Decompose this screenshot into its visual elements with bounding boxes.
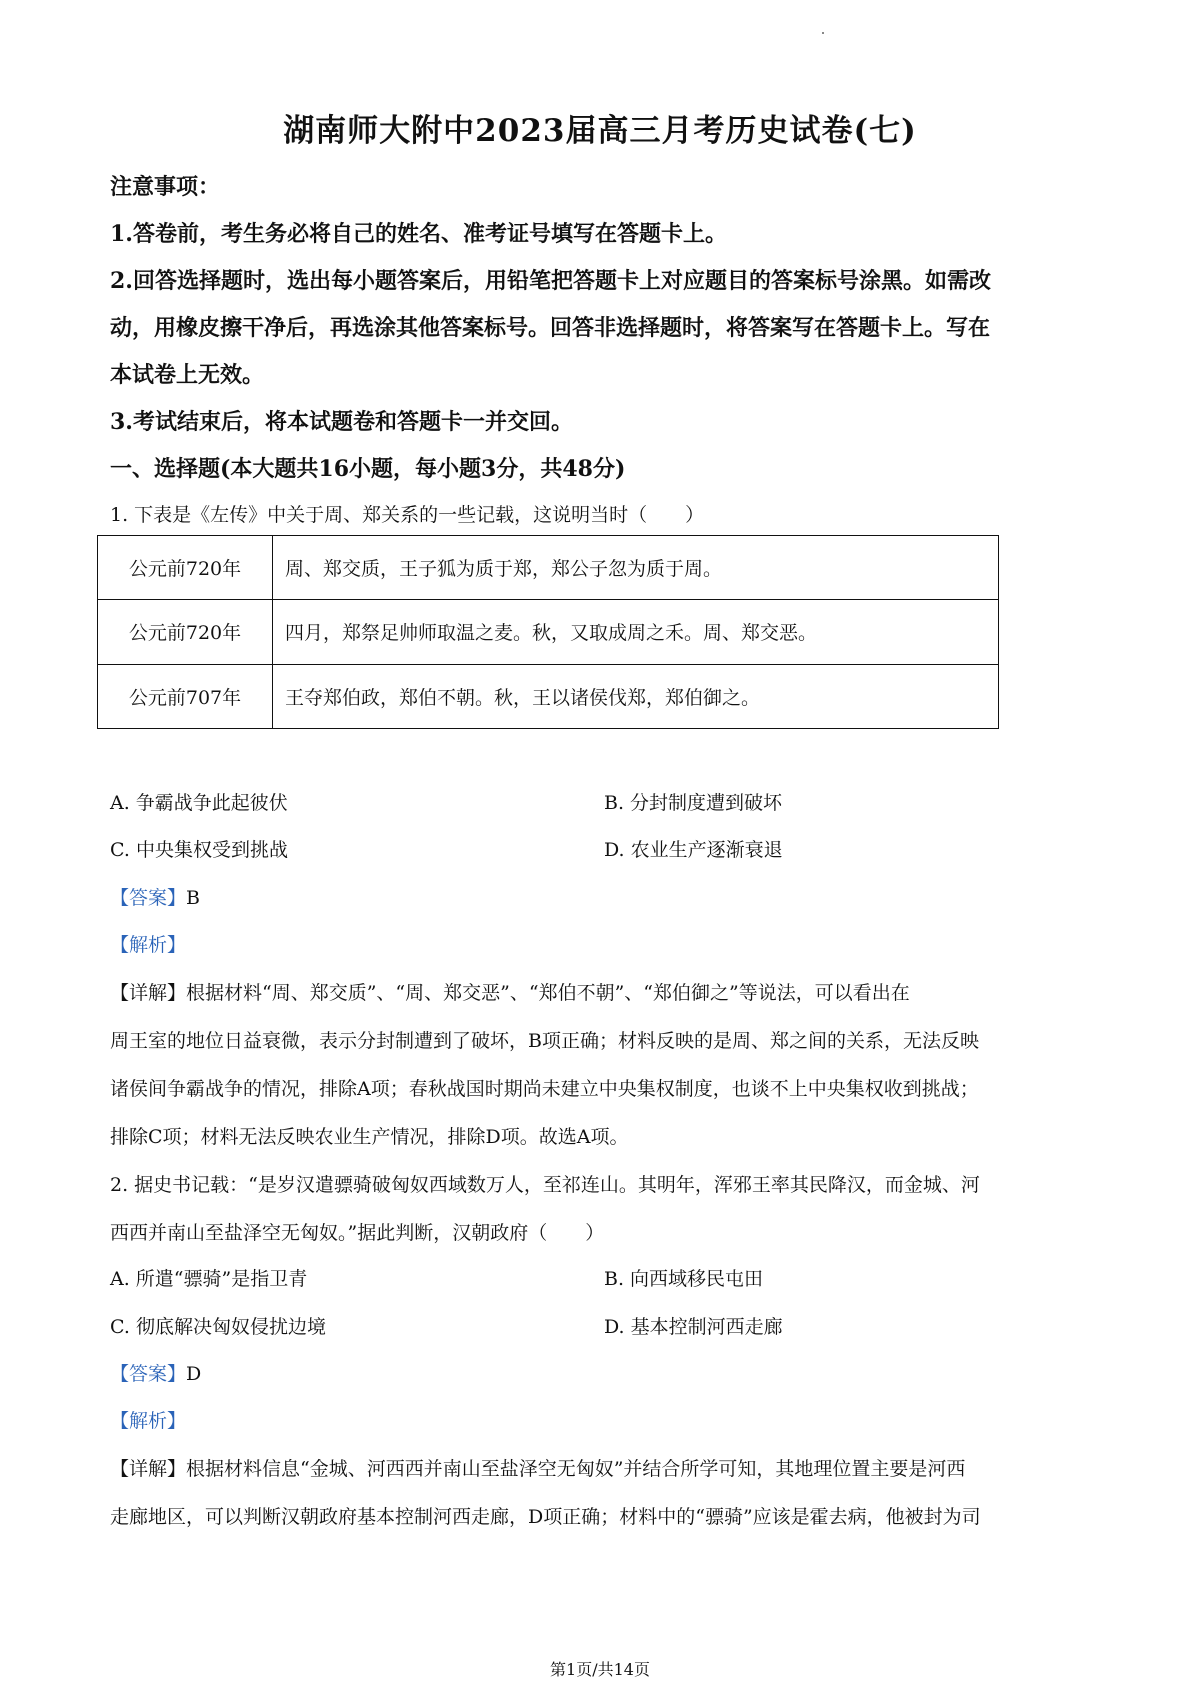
answer-value: D [186, 1363, 202, 1385]
notice-item-1: 1.答卷前，考生务必将自己的姓名、准考证号填写在答题卡上。 [110, 221, 727, 247]
q1-analysis-tag: 【解析】 [110, 934, 187, 956]
table-cell-year: 公元前720年 [98, 600, 273, 664]
records-table [97, 535, 999, 729]
page-title: 湖南师大附中2023届高三月考历史试卷(七) [283, 113, 917, 149]
q1-detail-line4: 排除C项；材料无法反映农业生产情况，排除D项。故选A项。 [110, 1126, 629, 1148]
question-2-stem-line2: 西西并南山至盐泽空无匈奴。”据此判断，汉朝政府（ ） [110, 1222, 605, 1244]
notice-heading: 注意事项： [110, 174, 221, 200]
q1-detail-line1: 【详解】根据材料“周、郑交质”、“周、郑交恶”、“郑伯不朝”、“郑伯御之”等说法，可以看出在 [110, 982, 910, 1004]
q1-detail-line3: 诸侯间争霸战争的情况，排除A项；春秋战国时期尚未建立中央集权制度，也谈不上中央集权收到挑战； [110, 1078, 979, 1100]
q2-option-d: D. 基本控制河西走廊 [604, 1316, 783, 1338]
notice-item-2-line2: 动，用橡皮擦干净后，再选涂其他答案标号。回答非选择题时，将答案写在答题卡上。写在 [110, 315, 991, 341]
table-cell-text: 四月，郑祭足帅师取温之麦。秋，又取成周之禾。周、郑交恶。 [273, 600, 999, 664]
q1-option-b: B. 分封制度遭到破坏 [604, 792, 783, 814]
q2-answer [110, 1359, 201, 1386]
table-row [98, 600, 999, 664]
q1-detail-line2: 周王室的地位日益衰微，表示分封制遭到了破坏，B项正确；材料反映的是周、郑之间的关系，无法反映 [110, 1030, 979, 1052]
q2-option-b: B. 向西域移民屯田 [604, 1268, 764, 1290]
answer-tag: 【答案】 [110, 1363, 187, 1385]
question-1-stem: 1. 下表是《左传》中关于周、郑关系的一些记载，这说明当时（ ） [110, 504, 705, 526]
table-cell-year: 公元前707年 [98, 664, 273, 728]
q1-option-d: D. 农业生产逐渐衰退 [604, 839, 783, 861]
table-row [98, 536, 999, 600]
q1-option-c: C. 中央集权受到挑战 [110, 839, 288, 861]
table-cell-year: 公元前720年 [98, 536, 273, 600]
scan-dot [822, 32, 824, 34]
page-number: 第1页/共14页 [550, 1660, 650, 1679]
q2-option-a: A. 所遣“骠骑”是指卫青 [110, 1268, 308, 1290]
q2-detail-line1: 【详解】根据材料信息“金城、河西西并南山至盐泽空无匈奴”并结合所学可知，其地理位置主要是河西 [110, 1458, 966, 1480]
answer-tag: 【答案】 [110, 887, 187, 909]
table-row [98, 664, 999, 728]
notice-item-3: 3.考试结束后，将本试题卷和答题卡一并交回。 [110, 409, 573, 435]
q1-answer [110, 883, 200, 910]
q2-option-c: C. 彻底解决匈奴侵扰边境 [110, 1316, 326, 1338]
q2-detail-line2: 走廊地区，可以判断汉朝政府基本控制河西走廊，D项正确；材料中的“骠骑”应该是霍去病，他被封为司 [110, 1506, 981, 1528]
answer-value: B [186, 887, 200, 909]
q1-option-a: A. 争霸战争此起彼伏 [110, 792, 288, 814]
table-cell-text: 王夺郑伯政，郑伯不朝。秋，王以诸侯伐郑，郑伯御之。 [273, 664, 999, 728]
table-cell-text: 周、郑交质，王子狐为质于郑，郑公子忽为质于周。 [273, 536, 999, 600]
notice-item-2-line3: 本试卷上无效。 [110, 362, 265, 388]
q2-analysis-tag: 【解析】 [110, 1410, 187, 1432]
notice-item-2-line1: 2.回答选择题时，选出每小题答案后，用铅笔把答题卡上对应题目的答案标号涂黑。如需改 [110, 268, 991, 294]
section-heading: 一、选择题(本大题共16小题，每小题3分，共48分) [110, 456, 626, 482]
question-2-stem-line1: 2. 据史书记载：“是岁汉遣骠骑破匈奴西域数万人，至祁连山。其明年，浑邪王率其民降汉，而金城、河 [110, 1174, 980, 1196]
